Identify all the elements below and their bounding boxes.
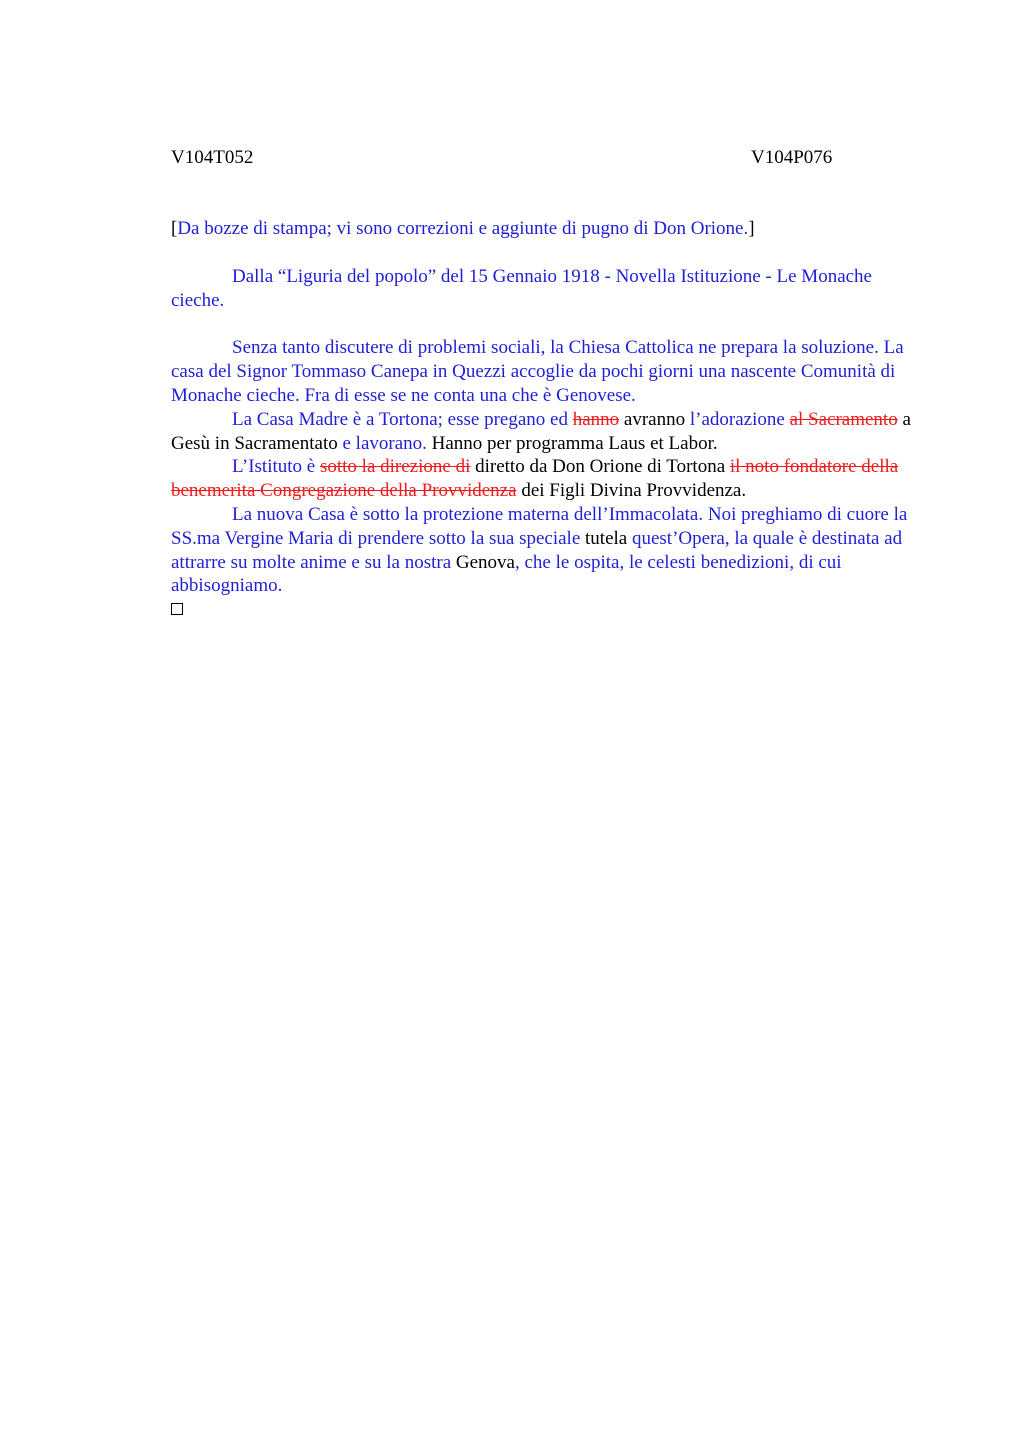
- article-title: Dalla “Liguria del popolo” del 15 Gennaio 1918 - Novella Istituzione - Le Monache cieche.: [171, 265, 872, 311]
- paragraph-4: [171, 503, 926, 598]
- original-text: La Casa Madre è a Tortona; esse pregano ed: [232, 408, 573, 430]
- empty-square-icon: [171, 603, 183, 615]
- original-text: Senza tanto discutere di problemi sociali, la Chiesa Cattolica ne prepara la soluzione. La casa del Signor Tommaso Canepa in Quezzi accoglie da pochi giorni una nascente Comunità di Monache cieche. Fra di esse se ne conta una che è Genovese.: [171, 337, 904, 406]
- added-text: tutela: [580, 527, 632, 549]
- original-text: L’Istituto è: [232, 456, 320, 478]
- note-close-bracket: ]: [748, 218, 755, 239]
- spacer: [171, 241, 926, 265]
- deleted-text: il noto fondatore della benemerita Congregazione della Provvidenza: [171, 456, 899, 502]
- added-text: diretto da Don Orione di Tortona: [470, 456, 730, 478]
- document-body: [171, 217, 926, 622]
- deleted-text: al Sacramento: [789, 408, 898, 430]
- added-text: Genova: [451, 551, 515, 573]
- paragraph-2: [171, 408, 926, 456]
- original-text: La nuova Casa è sotto la protezione materna dell’Immacolata. Noi preghiamo di cuore la SS.ma Vergine Maria di prendere sotto la sua speciale: [171, 503, 908, 549]
- added-text: Hanno per programma Laus et Labor.: [426, 432, 718, 454]
- deleted-text: hanno: [572, 408, 620, 430]
- added-text: a Gesù in Sacramentato: [171, 408, 911, 454]
- original-text: quest’Opera, la quale è destinata ad attrarre su molte anime e su la nostra: [171, 527, 903, 573]
- paragraph-1: [171, 336, 926, 407]
- document-code: V104T052: [171, 147, 254, 168]
- added-text: avranno: [619, 408, 690, 430]
- editorial-note: [171, 217, 926, 241]
- page-code: V104P076: [751, 147, 833, 168]
- note-open-bracket: [: [171, 218, 178, 239]
- added-text: dei Figli Divina Provvidenza.: [516, 480, 747, 502]
- original-text: , che le ospita, le celesti benedizioni, di cui abbisogniamo.: [171, 551, 842, 597]
- paragraph-3: [171, 455, 926, 503]
- spacer: [171, 312, 926, 336]
- deleted-text: sotto la direzione di: [319, 456, 471, 478]
- note-text: Da bozze di stampa; vi sono correzioni e aggiunte di pugno di Don Orione.: [177, 218, 749, 239]
- original-text: l’adorazione: [689, 408, 790, 430]
- end-marker-line: [171, 598, 926, 622]
- original-text: e lavorano.: [342, 432, 427, 454]
